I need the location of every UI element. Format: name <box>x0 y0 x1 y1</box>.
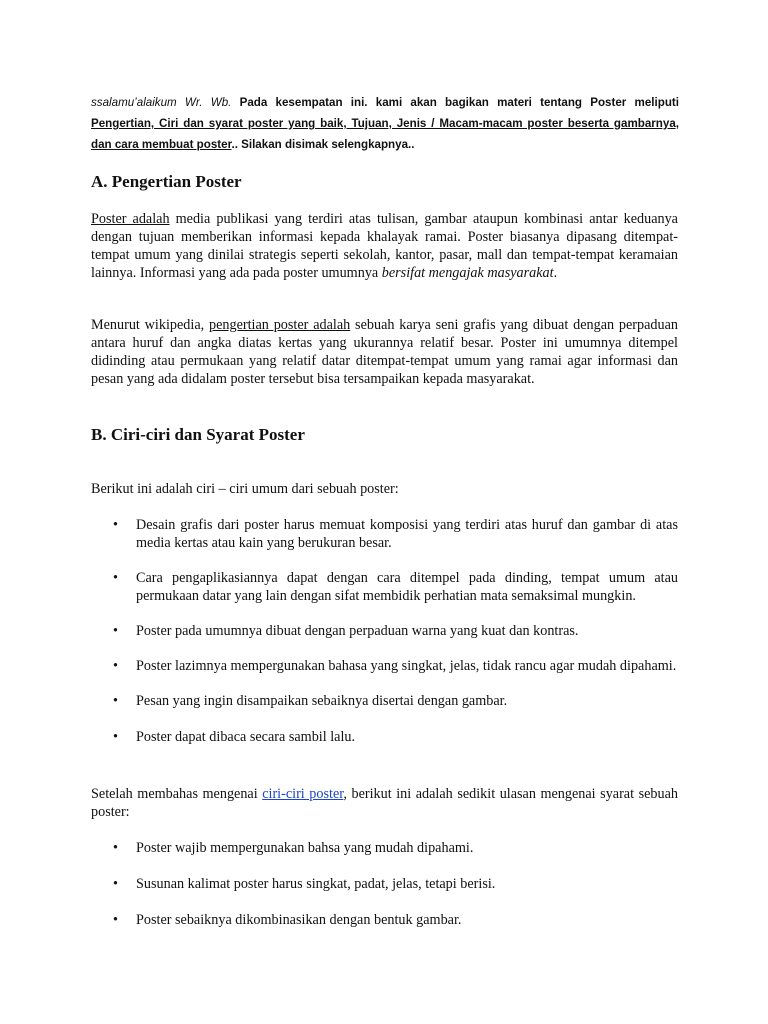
list-item: • Poster wajib mempergunakan bahsa yang mudah dipahami. <box>113 840 474 856</box>
list-item: • Desain grafis dari poster harus memuat komposisi yang terdiri atas huruf dan gambar di atas media kertas atau kain yang berukuran besar. <box>113 517 678 551</box>
intro-paragraph <box>91 92 679 155</box>
heading-ciri-syarat: B. Ciri-ciri dan Syarat Poster <box>91 425 305 444</box>
syarat-text: , berikut ini adalah sedikit ulasan mengenai syarat sebuah poster: <box>91 786 678 820</box>
ciri-list <box>91 516 678 746</box>
syarat-start: Setelah membahas mengenai <box>91 786 263 802</box>
list-item: • Poster pada umumnya dibuat dengan perpaduan warna yang kuat dan kontras. <box>113 623 579 639</box>
list-item: • Poster dapat dibaca secara sambil lalu. <box>113 729 356 745</box>
bullet-icon: • <box>113 693 118 709</box>
p2-start: Menurut wikipedia, <box>91 317 210 333</box>
link-poster-adalah[interactable]: Poster adalah <box>91 211 170 227</box>
intro-text-2: meliputi <box>626 96 679 109</box>
bullet-icon: • <box>113 658 118 674</box>
bullet-icon: • <box>113 623 118 639</box>
syarat-lead <box>91 785 678 821</box>
bullet-icon: • <box>113 517 118 533</box>
p1-text: media publikasi yang terdiri atas tulisan, gambar ataupun kombinasi antar keduanya dengan tujuan memberikan informasi kepada khalayak ramai. Poster biasanya dipasang ditempat-tempat umum yang dinilai strategis seperti sekolah, kantor, pasar, mall dan tempat-tempat keramaian lainnya. Informasi yang ada pada poster umumnya <box>91 211 678 281</box>
heading-pengertian: A. Pengertian Poster <box>91 172 242 191</box>
p1-italic: bersifat mengajak masyarakat <box>381 265 554 281</box>
bullet-icon: • <box>113 570 118 586</box>
intro-text-3: .. Silakan disimak selengkapnya.. <box>231 138 415 151</box>
intro-text-1: Pada kesempatan ini. kami akan bagikan materi tentang <box>231 96 591 109</box>
ciri-lead: Berikut ini adalah ciri – ciri umum dari sebuah poster: <box>91 481 399 497</box>
paragraph-pengertian-2 <box>91 316 678 388</box>
list-item: • Cara pengaplikasiannya dapat dengan cara ditempel pada dinding, tempat umum atau permukaan datar yang lain dengan sifat membidik perhatian mata semaksimal mungkin. <box>113 570 678 604</box>
bullet-icon: • <box>113 876 118 892</box>
link-ciri-ciri-poster[interactable]: ciri-ciri poster <box>262 786 344 802</box>
bullet-icon: • <box>113 729 118 745</box>
link-pengertian-poster[interactable]: pengertian poster adalah <box>209 317 351 333</box>
list-item: • Poster lazimnya mempergunakan bahasa yang singkat, jelas, tidak rancu agar mudah dipahami. <box>113 658 677 674</box>
p2-text: sebuah karya seni grafis yang dibuat dengan perpaduan antara huruf dan angka diatas kertas yang ukurannya relatif besar. Poster ini umumnya ditempel didinding atau permukaan yang relatif datar ditempat-tempat umum yang ramai agar informasi dan pesan yang ada didalam poster tersebut bisa tersampaikan kepada masyarakat. <box>91 317 678 387</box>
p1-end: . <box>553 265 558 281</box>
intro-greeting: ssalamu’alaikum Wr. Wb. <box>91 96 232 109</box>
paragraph-pengertian-1 <box>91 210 678 282</box>
syarat-list <box>91 839 678 929</box>
list-item: • Susunan kalimat poster harus singkat, padat, jelas, tetapi berisi. <box>113 876 496 892</box>
intro-topics-link[interactable]: Pengertian, Ciri dan syarat poster yang baik, Tujuan, Jenis / Macam-macam poster beserta gambarnya, dan cara membuat poster <box>91 117 679 151</box>
bullet-icon: • <box>113 840 118 856</box>
intro-bold-poster: Poster <box>590 96 627 109</box>
list-item: • Pesan yang ingin disampaikan sebaiknya disertai dengan gambar. <box>113 693 508 709</box>
list-item: • Poster sebaiknya dikombinasikan dengan bentuk gambar. <box>113 912 462 928</box>
bullet-icon: • <box>113 912 118 928</box>
